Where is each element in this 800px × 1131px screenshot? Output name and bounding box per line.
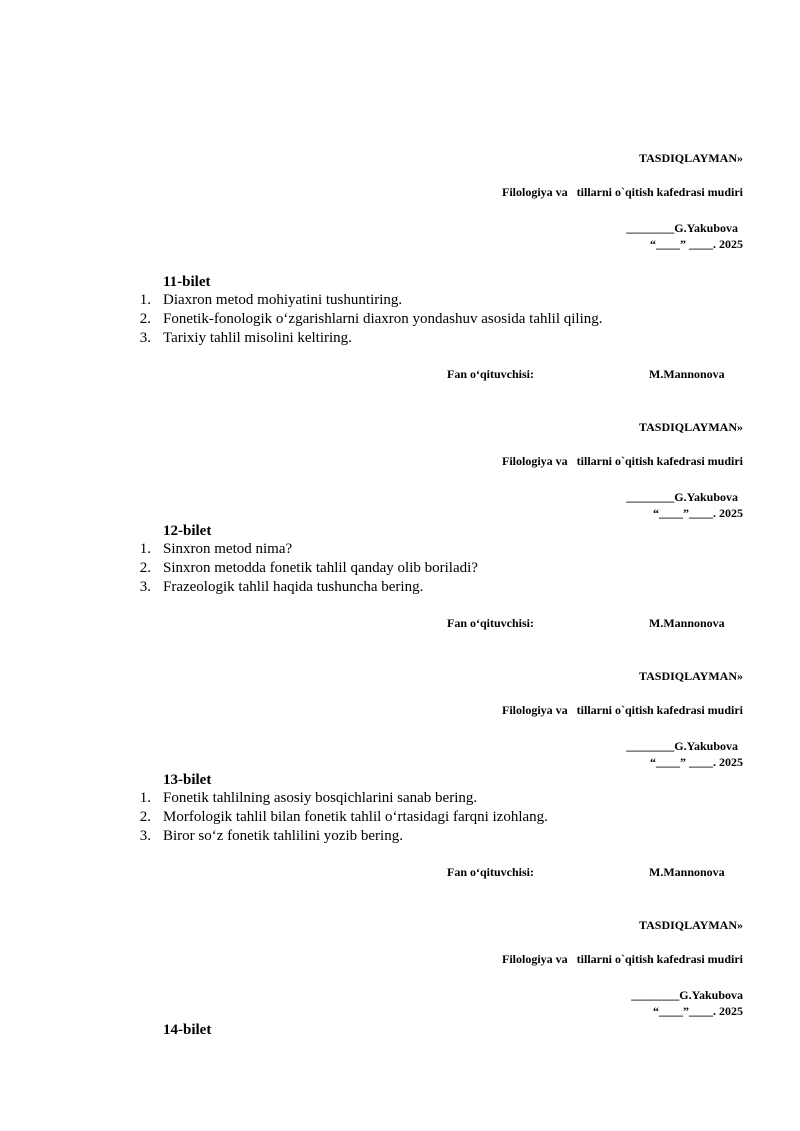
question-item: Sinxron metod nima? — [163, 541, 293, 557]
department-line: Filologiya va tillarni o`qitish kafedrasi mudiri — [501, 185, 743, 199]
teacher-label: Fan o‘qituvchisi: — [447, 616, 535, 630]
signature-line: ________G.Yakubova — [631, 988, 743, 1002]
question-number: 1. — [139, 292, 151, 308]
signature-line: ________G.Yakubova — [626, 739, 738, 753]
question-item: Fonetik tahlilning asosiy bosqichlarini sanab bering. — [163, 790, 478, 806]
question-item: Sinxron metodda fonetik tahlil qanday olib boriladi? — [163, 560, 478, 576]
question-number: 3. — [139, 828, 151, 844]
approve-label: TASDIQLAYMAN» — [638, 151, 743, 165]
question-number: 3. — [139, 579, 151, 595]
ticket-title: 14-bilet — [163, 1022, 212, 1038]
question-item: Tarixiy tahlil misolini keltiring. — [163, 330, 352, 346]
question-item: Biror so‘z fonetik tahlilini yozib bering. — [163, 828, 403, 844]
question-item: Frazeologik tahlil haqida tushuncha bering. — [163, 579, 424, 595]
teacher-name: M.Mannonova — [649, 616, 725, 630]
department-line: Filologiya va tillarni o`qitish kafedrasi mudiri — [501, 703, 743, 717]
ticket-title: 11-bilet — [163, 274, 211, 290]
department-line: Filologiya va tillarni o`qitish kafedrasi mudiri — [501, 454, 743, 468]
question-number: 2. — [139, 311, 151, 327]
question-number: 2. — [139, 560, 151, 576]
question-number: 2. — [139, 809, 151, 825]
question-item: Fonetik-fonologik o‘zgarishlarni diaxron yondashuv asosida tahlil qiling. — [163, 311, 603, 327]
approve-label: TASDIQLAYMAN» — [638, 420, 743, 434]
question-item: Diaxron metod mohiyatini tushuntiring. — [163, 292, 403, 308]
teacher-name: M.Mannonova — [649, 367, 725, 381]
date-line: “____” ____. 2025 — [650, 755, 743, 769]
question-number: 3. — [139, 330, 151, 346]
approve-label: TASDIQLAYMAN» — [638, 918, 743, 932]
signature-line: ________G.Yakubova — [626, 490, 738, 504]
question-item: Morfologik tahlil bilan fonetik tahlil o‘rtasidagi farqni izohlang. — [163, 809, 548, 825]
department-line: Filologiya va tillarni o`qitish kafedrasi mudiri — [501, 952, 743, 966]
date-line: “____” ____. 2025 — [650, 237, 743, 251]
ticket-title: 13-bilet — [163, 772, 212, 788]
teacher-label: Fan o‘qituvchisi: — [447, 865, 535, 879]
approve-label: TASDIQLAYMAN» — [638, 669, 743, 683]
ticket-title: 12-bilet — [163, 523, 212, 539]
date-line: “____”____. 2025 — [653, 1004, 743, 1018]
question-number: 1. — [139, 790, 151, 806]
question-number: 1. — [139, 541, 151, 557]
signature-line: ________G.Yakubova — [626, 221, 738, 235]
teacher-name: M.Mannonova — [649, 865, 725, 879]
teacher-label: Fan o‘qituvchisi: — [447, 367, 535, 381]
date-line: “____”____. 2025 — [653, 506, 743, 520]
